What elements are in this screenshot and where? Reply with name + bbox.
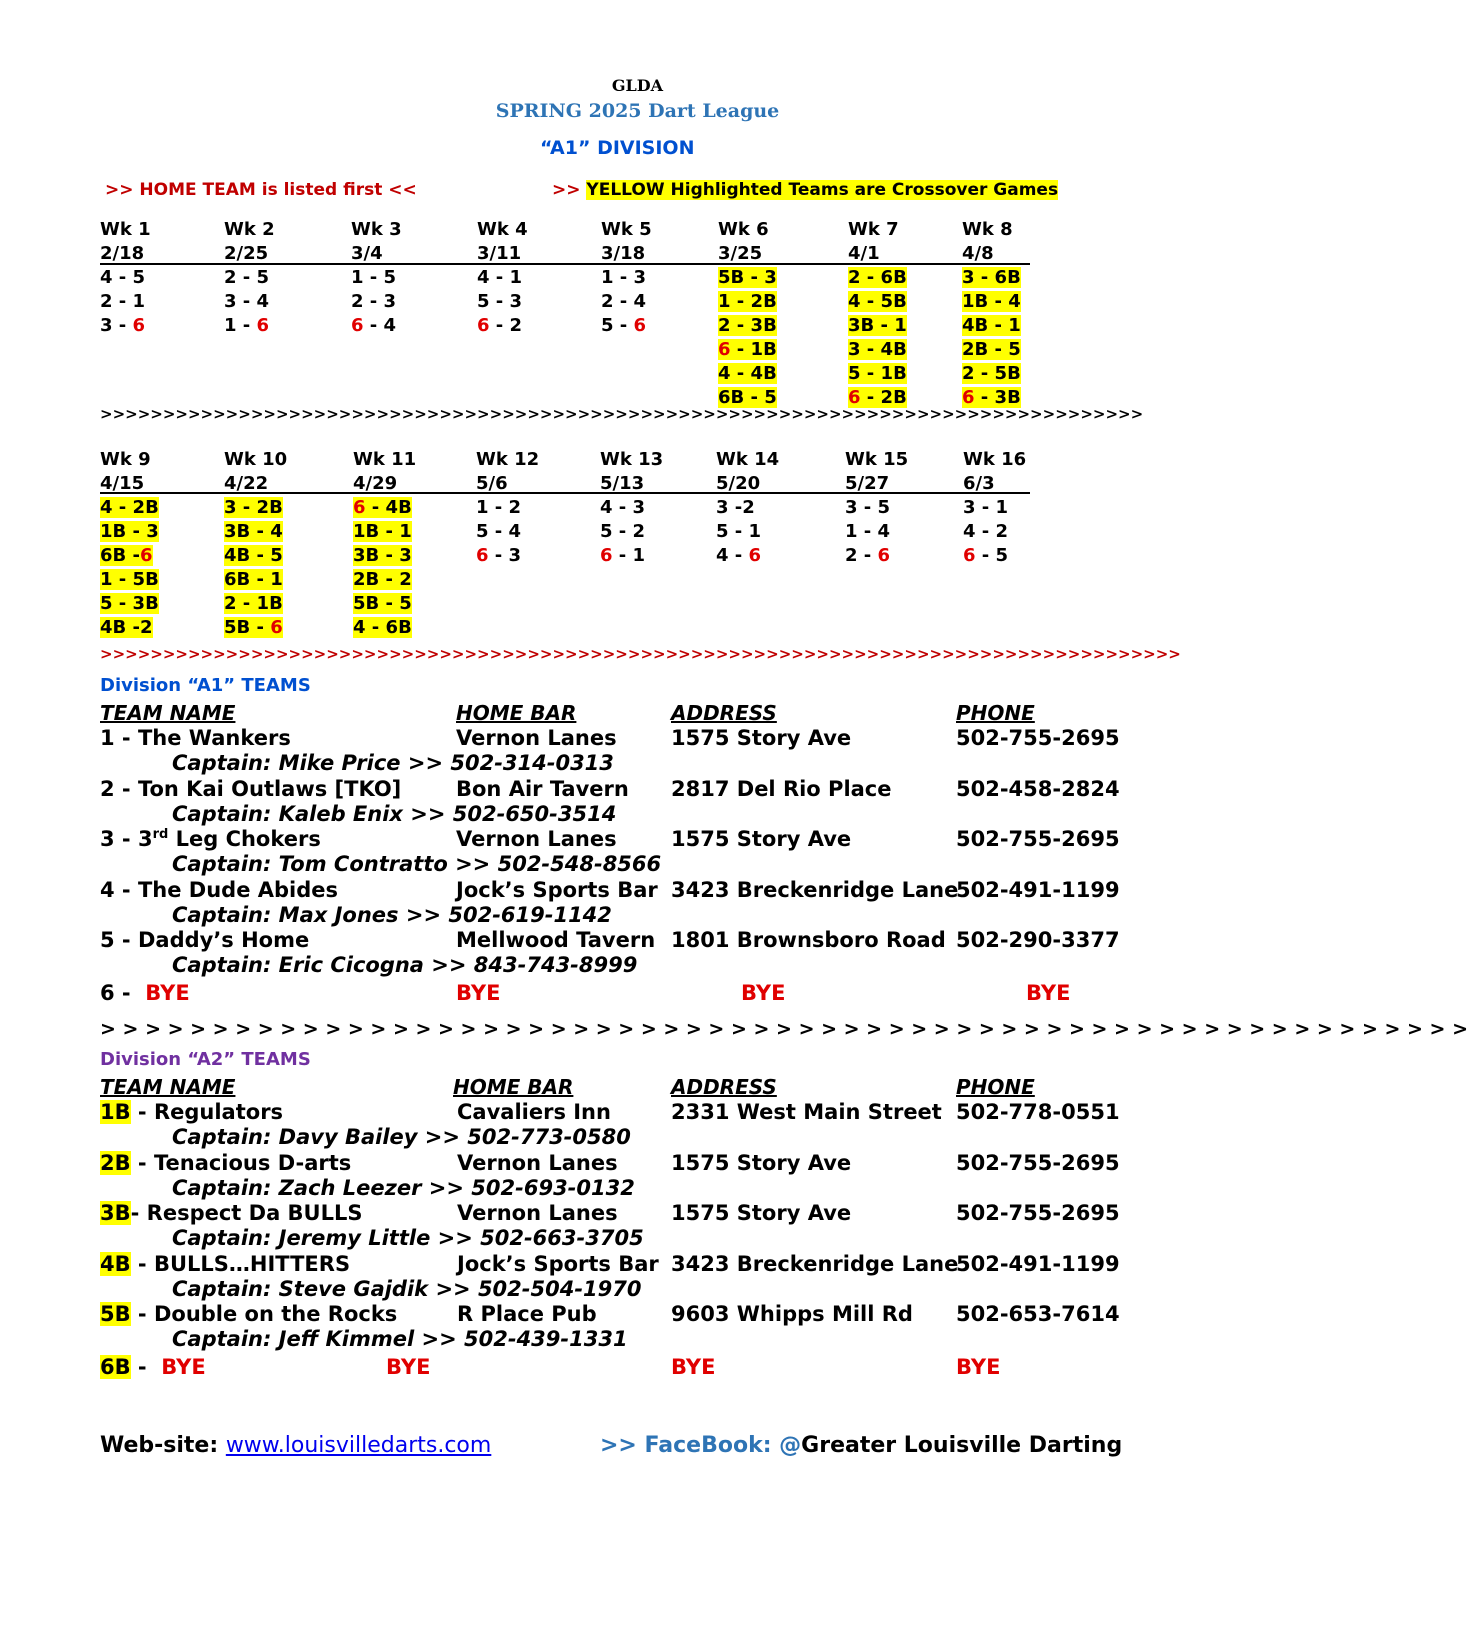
bottom-week-5 [600,448,720,568]
bye-bar: BYE [456,980,501,1005]
week-label: Wk 4 [477,219,528,240]
team-label: - Daddy’s Home [114,928,310,952]
team-name [100,1302,397,1326]
game-pairing: 5B - 6 [224,617,283,638]
game-pairing: 2 - 5B [962,363,1021,384]
team-number: 3 [100,827,115,851]
week-label: Wk 9 [100,449,151,470]
game-pairing: 3B - 3 [353,545,412,566]
team-number: 5 [100,928,115,952]
week-date: 6/3 [963,473,995,494]
home-bar: Bon Air Tavern [456,776,629,801]
team-name [100,1100,283,1124]
game-pairing: 3 - 6 [100,315,146,336]
game-pairing: 2 - 5 [224,267,270,288]
crossover-note [552,180,1058,200]
phone: 502-778-0551 [956,1100,1120,1124]
game-pairing: 5 - 1B [848,363,907,384]
game-pairing: 4 - 5 [100,267,146,288]
game-pairing: 4 - 6 [716,545,762,566]
a2-col-address: ADDRESS [671,1075,777,1099]
game-pairing: 4 - 3 [600,497,646,518]
game-pairing: 6 - 1 [600,545,646,566]
game-pairing: 4 - 2B [100,497,159,518]
team-name [100,777,401,801]
captain: Captain: Eric Cicogna >> 843-743-8999 [172,953,638,977]
phone: 502-755-2695 [956,827,1120,851]
game-pairing: 4B -2 [100,617,153,638]
home-bar: Vernon Lanes [457,1201,618,1225]
game-pairing: 1B - 1 [353,521,412,542]
week-date: 5/13 [600,473,645,494]
captain: Captain: Max Jones >> 502-619-1142 [172,902,612,927]
top-week-4 [477,218,597,338]
week-date: 4/15 [100,473,145,494]
home-bar: Vernon Lanes [456,726,617,750]
game-pairing: 4B - 1 [962,315,1021,336]
week-date: 3/25 [718,243,763,264]
address: 3423 Breckenridge Lane [671,877,959,902]
game-pairing: 5 - 1 [716,521,762,542]
week-label: Wk 7 [848,219,899,240]
team-name [100,928,309,952]
game-pairing: 4 - 2 [963,521,1009,542]
game-pairing: 1 - 5B [100,569,159,590]
phone: 502-458-2824 [956,776,1120,801]
game-pairing: 1 - 2 [476,497,522,518]
facebook-at: @ [779,1433,802,1458]
week-date: 3/11 [477,243,522,264]
team-label: - BULLS…HITTERS [130,1251,351,1276]
game-pairing: 6 - 2B [848,387,907,408]
game-pairing: 1 - 5 [351,267,397,288]
game-pairing: 6 - 5 [963,545,1009,566]
game-pairing: 5B - 3 [718,267,777,288]
game-pairing: 2 - 4 [601,291,647,312]
game-pairing: 6 - 2 [477,315,523,336]
phone: 502-290-3377 [956,928,1120,952]
top-week-1 [100,218,220,338]
bottom-week-4 [476,448,596,568]
home-bar: Vernon Lanes [457,1150,618,1175]
game-pairing: 6 - 4 [351,315,397,336]
game-pairing: 5 - 2 [600,521,646,542]
week-label: Wk 10 [224,449,288,470]
team-label: - The Dude Abides [114,877,339,902]
captain: Captain: Mike Price >> 502-314-0313 [172,751,614,775]
top-week-3 [351,218,471,338]
team-label: - 3 [114,827,153,851]
week-date: 2/25 [224,243,269,264]
game-pairing: 1 - 3 [601,267,647,288]
game-pairing: 3B - 4 [224,521,283,542]
top-week-5 [601,218,721,338]
captain: Captain: Jeremy Little >> 502-663-3705 [172,1226,644,1250]
address: 1575 Story Ave [671,1150,852,1175]
game-pairing: 4 - 1 [477,267,523,288]
phone: 502-755-2695 [956,1150,1120,1175]
bye-address: BYE [671,1354,716,1379]
week-label: Wk 1 [100,219,151,240]
bye-team [100,981,190,1005]
team-label-rest: Leg Chokers [168,827,321,851]
game-pairing: 5B - 5 [353,593,412,614]
home-team-note: >> HOME TEAM is listed first << [105,180,417,200]
week-date: 2/18 [100,243,145,264]
address: 9603 Whipps Mill Rd [671,1302,913,1326]
game-pairing: 3B - 1 [848,315,907,336]
game-pairing: 2 - 3B [718,315,777,336]
home-bar: Jock’s Sports Bar [457,1251,659,1276]
game-pairing: 1 - 4 [845,521,891,542]
week-date: 5/6 [476,473,508,494]
bye-phone: BYE [1026,980,1071,1005]
crossover-note-text: YELLOW Highlighted Teams are Crossover Games [586,180,1059,200]
game-pairing: 1 - 2B [718,291,777,312]
schedule-rule-bottom [100,492,1030,494]
schedule-rule-top [100,263,1030,265]
address: 2331 West Main Street [671,1100,942,1124]
bottom-week-2 [224,448,344,640]
game-pairing: 3 - 5 [845,497,891,518]
website-link[interactable]: www.louisvilledarts.com [225,1433,492,1458]
bye-sep: - [130,1354,162,1379]
team-name [100,1151,351,1175]
team-number: 5B [100,1302,131,1326]
phone: 502-755-2695 [956,1201,1120,1225]
game-pairing: 3 - 4 [224,291,270,312]
game-pairing: 1B - 3 [100,521,159,542]
bye-team-number: 6B [100,1354,131,1379]
game-pairing: 6B -6 [100,545,153,566]
week-label: Wk 13 [600,449,664,470]
game-pairing: 2 - 1B [224,593,283,614]
league-title: SPRING 2025 Dart League [495,100,780,122]
game-pairing: 6 - 1B [718,339,777,360]
game-pairing: 6 - 3 [476,545,522,566]
game-pairing: 5 - 3B [100,593,159,614]
website [100,1433,491,1458]
week-date: 4/29 [353,473,398,494]
week-date: 3/4 [351,243,383,264]
game-pairing: 3 - 6B [962,267,1021,288]
separator-black-2: > > > > > > > > > > > > > > > > > > > > > > > > > > > > > > > > > > > > > > > > > > > > > > > > > > > > > > > > > > > > > [100,1018,1468,1040]
separator-black-1: >>>>>>>>>>>>>>>>>>>>>>>>>>>>>>>>>>>>>>>>>>>>>>>>>>>>>>>>>>>>>>>>>>>>>>>>>>>>>>>>>>> [100,405,1144,423]
phone: 502-755-2695 [956,726,1120,750]
team-label: - The Wankers [114,726,291,750]
game-pairing: 6 - 3B [962,387,1021,408]
website-label: Web-site: [100,1433,226,1458]
phone: 502-491-1199 [956,1251,1120,1276]
bye-team [100,1355,206,1379]
game-pairing: 5 - 4 [476,521,522,542]
bye-phone: BYE [956,1354,1001,1379]
week-label: Wk 15 [845,449,909,470]
division-title: “A1” DIVISION [540,137,695,159]
week-label: Wk 11 [353,449,417,470]
week-date: 4/1 [848,243,880,264]
top-week-2 [224,218,344,338]
team-label-sup: rd [152,827,169,842]
game-pairing: 2 - 6 [845,545,891,566]
a1-col-team: TEAM NAME [100,701,236,725]
team-number: 2 [100,776,115,801]
team-name [100,1252,350,1276]
team-label: - Regulators [130,1100,284,1124]
captain: Captain: Jeff Kimmel >> 502-439-1331 [172,1327,628,1351]
a1-col-phone: PHONE [956,701,1035,725]
a2-col-phone: PHONE [956,1075,1035,1099]
week-label: Wk 8 [962,219,1013,240]
week-date: 4/8 [962,243,994,264]
facebook-name: Greater Louisville Darting [801,1433,1123,1458]
game-pairing: 4 - 4B [718,363,777,384]
week-label: Wk 6 [718,219,769,240]
home-bar: Cavaliers Inn [457,1100,611,1124]
game-pairing: 1B - 4 [962,291,1021,312]
team-number: 3B [100,1201,131,1225]
a2-teams-title: Division “A2” TEAMS [100,1049,311,1070]
game-pairing: 6 - 4B [353,497,412,518]
week-label: Wk 3 [351,219,402,240]
game-pairing: 4B - 5 [224,545,283,566]
top-week-6 [718,218,838,410]
game-pairing: 6B - 1 [224,569,283,590]
a2-col-team: TEAM NAME [100,1075,236,1099]
team-name [100,827,321,851]
team-label: - Respect Da BULLS [130,1201,363,1225]
week-date: 3/18 [601,243,646,264]
bye-label: BYE [161,1354,206,1379]
a1-teams-title: Division “A1” TEAMS [100,675,311,696]
captain: Captain: Tom Contratto >> 502-548-8566 [172,852,662,876]
facebook [600,1433,1122,1458]
org-title: GLDA [611,76,664,95]
address: 1575 Story Ave [671,827,852,851]
team-number: 4B [100,1251,131,1276]
captain: Captain: Zach Leezer >> 502-693-0132 [172,1175,635,1200]
game-pairing: 2 - 6B [848,267,907,288]
a1-col-address: ADDRESS [671,701,777,725]
a2-col-bar: HOME BAR [453,1075,574,1099]
captain: Captain: Steve Gajdik >> 502-504-1970 [172,1276,642,1301]
separator-red: >>>>>>>>>>>>>>>>>>>>>>>>>>>>>>>>>>>>>>>>>>>>>>>>>>>>>>>>>>>>>>>>>>>>>>>>>>>>>>>>>>>>>> [100,645,1181,663]
address: 1575 Story Ave [671,726,852,750]
bottom-week-6 [716,448,836,568]
bottom-week-7 [845,448,965,568]
bottom-week-8 [963,448,1083,568]
week-label: Wk 12 [476,449,540,470]
bye-team-number: 6 - [100,980,138,1005]
address: 1575 Story Ave [671,1201,852,1225]
week-date: 5/20 [716,473,761,494]
game-pairing: 2 - 1 [100,291,146,312]
address: 2817 Del Rio Place [671,776,892,801]
week-date: 4/22 [224,473,269,494]
home-bar: R Place Pub [457,1302,597,1326]
a1-col-bar: HOME BAR [456,701,577,725]
captain: Captain: Kaleb Enix >> 502-650-3514 [172,801,617,826]
team-number: 1B [100,1100,131,1124]
game-pairing: 2B - 2 [353,569,412,590]
team-name [100,878,338,902]
game-pairing: 3 - 1 [963,497,1009,518]
game-pairing: 5 - 6 [601,315,647,336]
team-name [100,726,291,750]
team-label: - Ton Kai Outlaws [TKO] [114,776,402,801]
week-label: Wk 14 [716,449,780,470]
bye-label: BYE [137,980,190,1005]
week-label: Wk 2 [224,219,275,240]
game-pairing: 5 - 3 [477,291,523,312]
bottom-week-1 [100,448,220,640]
bottom-week-3 [353,448,473,640]
team-label: - Double on the Rocks [130,1302,398,1326]
home-bar: Vernon Lanes [456,827,617,851]
game-pairing: 1 - 6 [224,315,270,336]
team-name [100,1201,363,1225]
game-pairing: 3 -2 [716,497,755,518]
captain: Captain: Davy Bailey >> 502-773-0580 [172,1125,631,1149]
top-week-7 [848,218,968,410]
game-pairing: 2B - 5 [962,339,1021,360]
game-pairing: 4 - 5B [848,291,907,312]
game-pairing: 2 - 3 [351,291,397,312]
home-bar: Jock’s Sports Bar [456,877,658,902]
game-pairing: 4 - 6B [353,617,412,638]
crossover-note-prefix: >> [552,180,587,200]
week-date: 5/27 [845,473,890,494]
top-week-8 [962,218,1082,410]
phone: 502-491-1199 [956,877,1120,902]
team-number: 1 [100,726,115,750]
bye-bar: BYE [386,1354,431,1379]
team-label: - Tenacious D-arts [130,1150,352,1175]
phone: 502-653-7614 [956,1302,1120,1326]
bye-address: BYE [741,980,786,1005]
week-label: Wk 5 [601,219,652,240]
team-number: 4 [100,877,115,902]
game-pairing: 6B - 5 [718,387,777,408]
address: 3423 Breckenridge Lane [671,1251,959,1276]
week-label: Wk 16 [963,449,1027,470]
game-pairing: 3 - 4B [848,339,907,360]
address: 1801 Brownsboro Road [671,928,946,952]
team-number: 2B [100,1150,131,1175]
facebook-label: >> FaceBook: [600,1433,780,1458]
home-bar: Mellwood Tavern [456,928,656,952]
game-pairing: 3 - 2B [224,497,283,518]
